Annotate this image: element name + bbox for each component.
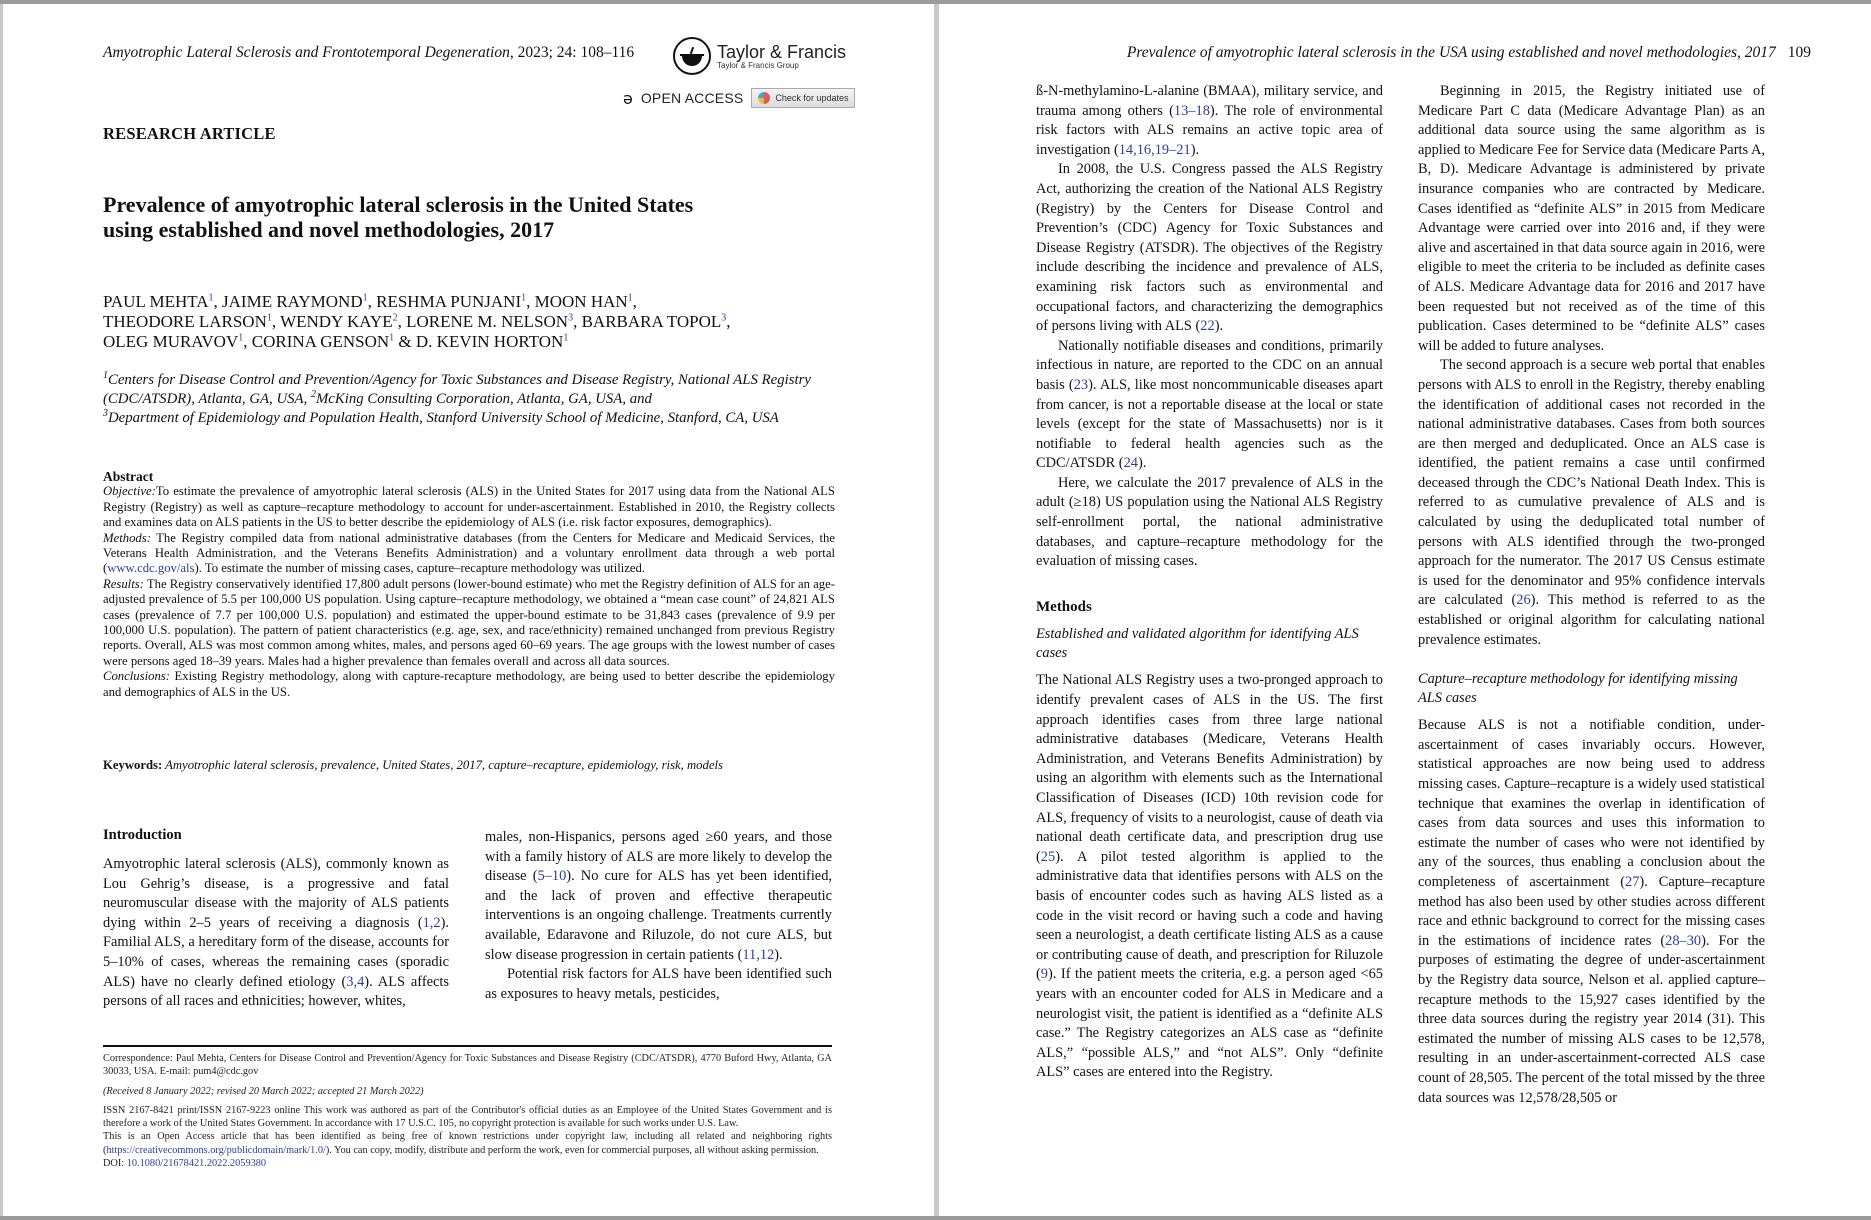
citation-link[interactable]: 9 [1040,966,1048,983]
author: D. KEVIN HORTON [415,332,564,351]
issn-notice: ISSN 2167-8421 print/ISSN 2167-9223 online This work was authored as part of the Contributor's official duties as an Employee of the United States Government and is therefore a work of the United States Government. In accordance with 17 U.S.C. 105, no copyright protection is available for such works under U.S. Law. [103,1104,832,1130]
subsection-heading: Established and validated algorithm for identifying ALS cases [1036,626,1359,662]
title-line-2: using established and novel methodologies, 2017 [103,217,555,242]
citation-link[interactable]: 3,4 [346,973,365,990]
introduction-column-2 [485,828,832,1004]
page-108 [3,4,934,1216]
citation-link[interactable]: 14,16,19–21 [1118,141,1191,158]
abstract-heading: Abstract [103,469,154,484]
journal-citation: , 2023; 24: 108–116 [509,44,635,61]
author: CORINA GENSON [251,332,390,351]
affiliation-1: Centers for Disease Control and Prevention/Agency for Toxic Substances and Disease Registry, National ALS Registry (CDC/ATSDR), Atlanta, GA, USA, [103,372,811,407]
open-access-label: OPEN ACCESS [640,90,744,106]
publisher-group: Taylor & Francis Group [717,60,799,70]
check-for-updates-label: Check for updates [775,93,849,103]
abstract-methods: Methods: The Registry compiled data from national administrative databases (from the Centers for Medicare and Medicaid Services, the Veterans Health Administration, and the Veterans Benefits Administration) and a voluntary enrollment data through a web portal (www.cdc.gov/als). To estimate the number of missing cases, capture–recapture methodology was utilized. [103,530,835,576]
running-head [1127,44,1811,62]
abstract-objective: Objective:To estimate the prevalence of amyotrophic lateral sclerosis (ALS) in the United States for 2017 using data from the National ALS Registry (Registry) as well as capture–recapture methodology to account for under-ascertainment. Established in 2010, the Registry collects and examines data on ALS patients in the US to better describe the epidemiology of ALS (i.e. risk factor exposures, demographics). [103,484,835,530]
author-affiliation-ref[interactable]: 1 [389,332,395,344]
article-type: RESEARCH ARTICLE [103,124,276,143]
author: WENDY KAYE [280,312,393,331]
author: MOON HAN [534,292,628,311]
citation-link[interactable]: 27 [1625,873,1640,890]
page-109 [939,4,1871,1216]
methods-heading: Methods [1036,598,1092,615]
publisher-logo [673,37,846,75]
affiliation-2: McKing Consulting Corporation, Atlanta, GA, USA, and [315,391,652,407]
creative-commons-link[interactable]: https://creativecommons.org/publicdomain/mark/1.0/ [106,1144,326,1156]
author: PAUL MEHTA [103,292,209,311]
citation-link[interactable]: 1,2 [422,914,441,931]
correspondence: Correspondence: Paul Mehta, Centers for Disease Control and Prevention/Agency for Toxic Substances and Disease Registry (CDC/ATSDR), 4770 Buford Hwy, Atlanta, GA 30033, USA. E-mail: pum4@cdc.gov [103,1053,832,1078]
abstract-conclusions: Conclusions: Existing Registry methodology, along with capture-recapture methodology, are being used to better describe the epidemiology and demographics of ALS in the US. [103,669,835,699]
crossmark-icon [758,92,770,104]
author-affiliation-ref[interactable]: 1 [627,292,633,304]
check-for-updates-button[interactable] [751,88,855,108]
lamp-logo-icon [673,37,711,75]
received-dates: (Received 8 January 2022; revised 20 March 2022; accepted 21 March 2022) [103,1085,424,1097]
subsection-heading: Capture–recapture methodology for identifying missing ALS cases [1418,671,1738,707]
author-affiliation-ref[interactable]: 2 [392,312,398,324]
pdf-viewer[interactable] [0,4,1871,1216]
citation-link[interactable]: 28–30 [1665,932,1702,949]
citation-link[interactable]: 26 [1516,592,1531,609]
keywords: Keywords: Amyotrophic lateral sclerosis, prevalence, United States, 2017, capture–recapture, epidemiology, risk, models [103,758,723,772]
intro-continuation: males, non-Hispanics, persons aged ≥60 years, and those with a family history of ALS are more likely to develop the disease (5–10). No cure for ALS has yet been identified, and the lack of proven and effective therapeutic interventions is an ongoing challenge. Treatments currently available, Edaravone and Riluzole, do not cure ALS, but slow disease progression in certain patients (11,12). [485,829,832,963]
citation-link[interactable]: 25 [1040,848,1056,865]
open-access-row [623,88,855,108]
abstract-results: Results: The Registry conservatively identified 17,800 adult persons (lower-bound estimate) who met the Registry definition of ALS for an age-adjusted prevalence of 5.5 per 100,000 US population. Using capture–recapture methodology, we obtained a “mean case count” of 24,821 ALS cases (prevalence of 7.7 per 100,000 U.S. population) and estimated the upper-bound estimate to be 31,843 cases (prevalence of 9.9 per 100,000 U.S. population). The pattern of patient characteristics (e.g. age, sex, and race/ethnicity) remained unchanged from previous Registry reports. Overall, ALS was most common among whites, males, and persons aged 60–69 years. The age groups with the lowest number of cases were persons aged 18–39 years. Males had a higher prevalence than females overall and across all data sources. [103,576,835,668]
citation-link[interactable]: 22 [1200,318,1215,335]
affiliation-3: Department of Epidemiology and Population Health, Stanford University School of Medicine, Stanford, CA, USA [108,410,779,426]
intro-col2-paragraph: males, non-Hispanics, persons aged ≥60 years, and those with a family history of ALS are more likely to develop the disease (5–10). No cure for ALS has yet been identified, and the lack of proven and effective therapeutic interventions is an ongoing challenge. Treatments currently available, Edaravone and Riluzole, do not cure ALS, but slow disease progression in certain patients (11,12). Potential risk factors for ALS have been identified such as exposures to heavy metals, pesticides, [485,829,832,1002]
footer-divider [103,1045,832,1047]
article-title [103,192,803,242]
body-column-2: Beginning in 2015, the Registry initiated use of Medicare Part C data (Medicare Advantage Plan) as an additional data source using the same algorithm as is applied to Medicare Fee for Service data (Medicare Parts A, B, D). Medicare Advantage is administered by private insurance companies who are contracted by Medicare. Cases identified as “definite ALS” in 2015 from Medicare Advantage were carried over into 2016 and, if they were alive and ascertained in that data source again in 2016, were eligible to meet the criteria to be included as definite cases of ALS. Medicare Advantage data for 2016 and 2017 have been requested but not received as of the time of this publication. Cases determined to be “definite ALS” cases will be added to future analyses. The second approach is a secure web portal that enables persons with ALS to enroll in the Registry, thereby enabling the identification of additional cases not recorded in the national administrative databases. Cases from both sources are then merged and deduplicated. Once an ALS case is identified, the patient remains a case until confirmed deceased through the CDC’s National Death Index. This is referred to as cumulative prevalence of ALS and is calculated by using the deduplicated total number of persons with ALS identified through the two-pronged approach for the numerator. The 2017 US Census estimate is used for the denominator and 95% confidence intervals are calculated (26). This method is referred to as the established or original algorithm for calculating national prevalence estimates. Capture–recapture methodology for identifying missing ALS cases Because ALS is not a notifiable condition, under-ascertainment of cases invariably occurs. However, statistical approaches are now being used to address missing cases. Capture–recapture is a widely used statistical technique that examines the overlap in identification of cases from data sources and uses this information to estimate the number of cases who were not identified by any of the sources, thus enabling a conclusion about the completeness of ascertainment (27). Capture–recapture method has also been used by other studies across different race and ethnic background to correct for the missing cases in the estimations of incidence rates (28–30). For the purposes of estimating the degree of under-ascertainment by the Registry data source, Nelson et al. applied capture–recapture methods to the 15,927 cases identified by the three data sources during the registry year 2014 (31). This estimated the number of missing ALS cases to be 12,578, resulting in an under-ascertainment-corrected ALS case count of 28,505. The percent of the total missed by the three data sources was 12,578/28,505 or [1418,83,1766,1106]
author-affiliation-ref[interactable]: 1 [362,292,368,304]
open-access-icon: ə [623,88,633,108]
publisher-name: Taylor & Francis [717,41,847,62]
author-affiliation-ref[interactable]: 3 [721,312,727,324]
author-affiliation-ref[interactable]: 1 [563,332,569,344]
body-column-1: ß-N-methylamino-L-alanine (BMAA), military service, and trauma among others (13–18). The role of environmental risk factors with ALS remains an active topic area of investigation (14,16,19–21). In 2008, the U.S. Congress passed the ALS Registry Act, authorizing the creation of the National ALS Registry (Registry) by the Centers for Disease Control and Prevention’s (CDC) Agency for Toxic Substances and Disease Registry (ATSDR). The objectives of the Registry include describing the incidence and prevalence of ALS, examining risk factors such as environmental and occupational factors, and characterizing the demographics of persons living with ALS (22). Nationally notifiable diseases and conditions, primarily infectious in nature, are reported to the CDC on an annual basis (23). ALS, like most noncommunicable diseases apart from cancer, is not a reportable disease at the local or state levels (except for the state of Massachusetts) nor is it notifiable to federal health agencies such as the CDC/ATSDR (24). Here, we calculate the 2017 prevalence of ALS in the adult (≥18) US population using the National ALS Registry self-enrollment portal, the national administrative databases, and capture–recapture methodology for the evaluation of missing cases. Methods Established and validated algorithm for identifying ALS cases The National ALS Registry uses a two-pronged approach to identify prevalent cases of ALS in the US. The first approach identifies cases from three large national administrative databases (Medicare, Veterans Health Administration, and Veterans Benefits Administration) by using an algorithm with elements such as the International Classification of Diseases (ICD) 10th revision code for ALS, frequency of visits to a neurologist, cause of death via national death certificate data, and prescription drug use (25). A pilot tested algorithm is applied to the administrative data that identifies persons with ALS on the basis of encounter codes such as having ALS listed as a code in the visit record or having such a code and having seen a neurologist, a death certificate listing ALS as a cause or contributing cause of death, and prescription for Riluzole (9). If the patient meets the criteria, e.g. a person aged <65 years with an encounter coded for ALS in Medicare and a neurologist visit, the patient is identified as a “definite ALS case.” The Registry categorizes an ALS case as “definite ALS,” “possible ALS,” and “not ALS”. Only “definite ALS” cases are entered into the Registry. [1036,83,1384,1081]
journal-name: Amyotrophic Lateral Sclerosis and Frontotemporal Degeneration [103,44,510,61]
introduction-heading: Introduction [103,827,182,843]
title-line-1: Prevalence of amyotrophic lateral sclerosis in the United States [103,192,694,217]
doi-link[interactable]: 10.1080/21678421.2022.2059380 [126,1158,267,1170]
author-affiliation-ref[interactable]: 3 [568,312,574,324]
affiliations: $^1$Centers for Disease Control and Prevention/Agency for Toxic Substances and Disease Registry, National ALS Registry (CDC/ATSDR), Atlanta, GA, USA, $^2$McKing Consulting Corporation, Atlanta, GA, USA, and $^3$Department of Epidemiology and Population Health, Stanford University School of Medicine, Stanford, CA, USA [103,370,811,426]
introduction-column-1: Amyotrophic lateral sclerosis (ALS), commonly known as Lou Gehrig’s disease, is a progressive and fatal neuromuscular disease with the majority of ALS patients dying within 2–5 years of receiving a diagnosis (1,2). Familial ALS, a hereditary form of the disease, accounts for 5–10% of cases, whereas the remaining cases (sporadic ALS) have no clearly defined etiology (3,4). ALS affects persons of all races and ethnicities; however, whites, [103,856,449,1010]
author: OLEG MURAVOV [103,332,239,351]
page-number: 109 [1787,44,1811,61]
footer-notes [103,1052,832,1170]
open-access-notice: This is an Open Access article that has been identified as being free of known restrictions under copyright law, including all related and neighboring rights (https://creativecommons.org/publicdomain/mark/1.0/). You can copy, modify, distribute and perform the work, even for commercial purposes, all without asking permission. [103,1131,832,1156]
doi: DOI: 10.1080/21678421.2022.2059380 [103,1158,267,1170]
author: JAIME RAYMOND [222,292,363,311]
abstract [103,469,835,700]
author-affiliation-ref[interactable]: 1 [266,312,272,324]
author-affiliation-ref[interactable]: 1 [238,332,244,344]
author-list: PAUL MEHTA$^1$, JAIME RAYMOND$^1$, RESHMA PUNJANI$^1$, MOON HAN$^1$, THEODORE LARSON$^1$, WENDY KAYE$^2$, LORENE M. NELSON$^3$, BARBARA TOPOL$^3$, OLEG MURAVOV$^1$, CORINA GENSON$^1$ & D. KEVIN HORTON$^1$ [103,292,731,351]
citation-link[interactable]: 5–10 [537,868,567,885]
citation-link[interactable]: 23 [1073,376,1089,393]
citation-link[interactable]: 13–18 [1173,102,1210,119]
author: RESHMA PUNJANI [376,292,522,311]
citation-link[interactable]: 11,12 [742,946,775,963]
running-head [103,44,634,62]
citation-link[interactable]: 24 [1123,455,1138,472]
author: THEODORE LARSON [103,312,267,331]
author: LORENE M. NELSON [406,312,569,331]
short-title: Prevalence of amyotrophic lateral sclerosis in the USA using established and novel methodologies, 2017 [1126,44,1776,61]
cdc-als-link[interactable]: www.cdc.gov/als [107,561,195,576]
author: BARBARA TOPOL [581,312,722,331]
author-affiliation-ref[interactable]: 1 [521,292,527,304]
author-affiliation-ref[interactable]: 1 [208,292,214,304]
